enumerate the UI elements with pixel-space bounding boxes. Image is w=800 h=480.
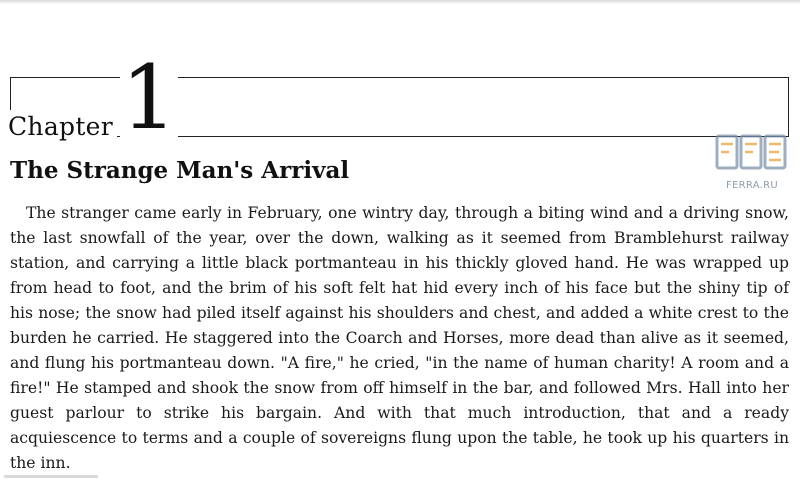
watermark-caption: FERRA.RU [725, 180, 779, 191]
chapter-body-paragraph: The stranger came early in February, one wintry day, through a biting wind and a driving snow, the last snowfall of the year, over the down, walking as it seemed from Bramblehurst railway station, and carrying a little black portmanteau in his thickly gloved hand. He was wrapped up from head to foot, and the brim of his soft felt hat hid every inch of his face but the shiny tip of his nose; the snow had piled itself against his shoulders and chest, and added a white crest to the burden he carried. He staggered into the Coarch and Horses, more dead than alive as it seemed, and flung his portmanteau down. "A fire," he cried, "in the name of human charity! A room and a fire!" He stamped and shook the snow from off himself in the bar, and followed Mrs. Hall into her guest parlour to strike his bargain. And with that much introduction, that and a ready acquiescence to terms and a couple of sovereigns flung upon the table, he took up his quarters in the inn. [10, 204, 789, 472]
chapter-title: The Strange Man's Arrival [10, 157, 350, 184]
top-shadow [0, 0, 800, 4]
ferra-watermark [713, 130, 791, 192]
chapter-label: Chapter [6, 110, 117, 144]
ferra-logo-icon [713, 130, 791, 180]
chapter-number: 1 [121, 46, 177, 149]
page-progress-indicator [4, 475, 98, 478]
